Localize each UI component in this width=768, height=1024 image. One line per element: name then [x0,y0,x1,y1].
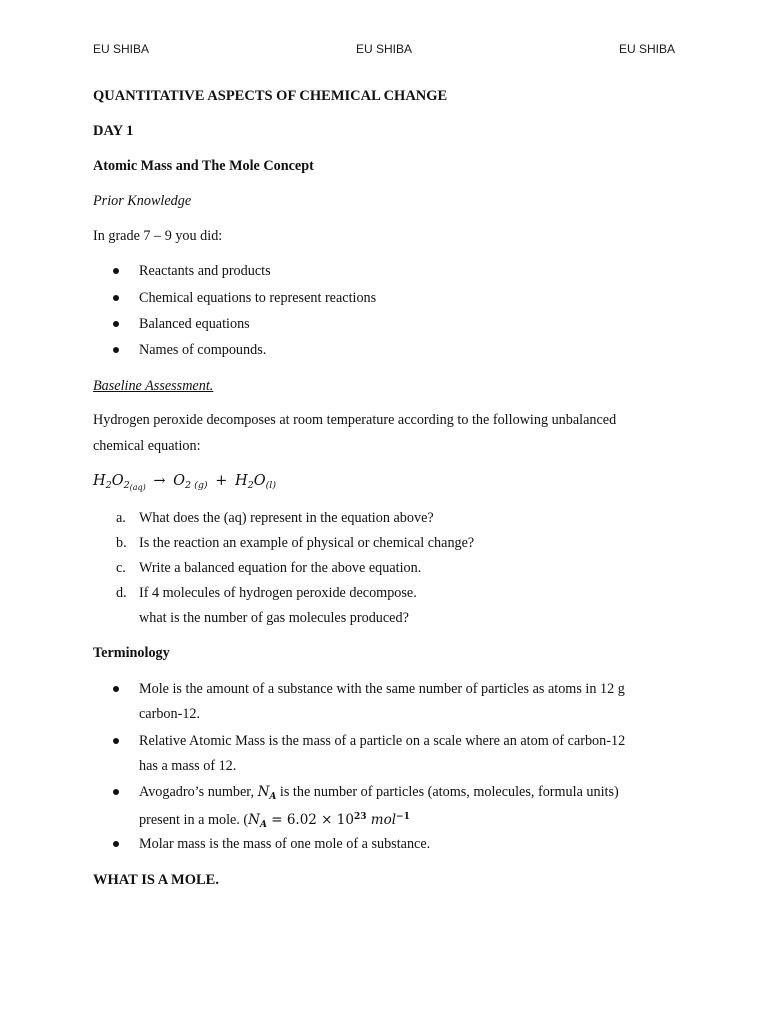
page-header [93,42,675,60]
eq-subscript: 2 [247,480,254,491]
math-unit: mol [366,812,397,828]
term-text: Mole is the amount of a substance with the same number of particles as atoms in 12 g [139,681,625,697]
bullet-dot [113,347,119,353]
math-symbol: N [257,784,270,800]
eq-symbol: H [93,473,106,489]
grade-intro: In grade 7 – 9 you did: [93,228,223,244]
question-letter: c. [116,560,126,576]
reaction-arrow: → [153,473,166,489]
eq-symbol: O [253,473,266,489]
term-text: Relative Atomic Mass is the mass of a particle on a scale where an atom of carbon-12 [139,733,626,749]
math-exponent: −1 [396,812,410,822]
question-text: What does the (aq) represent in the equation above? [139,510,434,526]
prior-item: Reactants and products [139,263,271,279]
term-text: has a mass of 12. [139,758,237,774]
math-exponent: 23 [353,812,367,822]
header-right: EU SHIBA [618,42,675,56]
term-prefix: present in a mole. ( [139,812,249,828]
document-title: QUANTITATIVE ASPECTS OF CHEMICAL CHANGE [93,88,448,104]
question-text: Write a balanced equation for the above equation. [139,560,422,576]
eq-state: (aq) [129,483,146,492]
prior-item: Names of compounds. [139,342,267,358]
math-value: = 6.02 × 10 [266,812,354,828]
math-symbol: N [248,812,260,828]
final-heading: WHAT IS A MOLE. [93,872,219,888]
math-subscript: A [259,820,267,830]
term-text: Molar mass is the mass of one mole of a substance. [139,836,431,852]
term-text: carbon-12. [139,706,201,722]
bullet-dot [113,268,119,274]
question-text: If 4 molecules of hydrogen peroxide decompose. [139,585,417,601]
question-continuation: what is the number of gas molecules produced? [139,610,409,626]
bullet-dot [113,789,119,795]
question-letter: b. [116,535,127,551]
eq-subscript: 2 [185,480,192,491]
eq-subscript: 2 [105,480,112,491]
term-suffix: is the number of particles (atoms, molecules, formula units) [276,784,619,800]
baseline-heading: Baseline Assessment. [93,378,214,394]
eq-state: (l) [265,480,277,491]
bullet-dot [113,321,119,327]
plus-sign: + [215,473,228,489]
chemical-equation [93,473,276,492]
term-prefix: Avogadro’s number, [139,784,258,800]
eq-subscript: 2 [123,480,130,491]
section-heading: Atomic Mass and The Mole Concept [93,158,314,174]
header-left: EU SHIBA [93,42,150,56]
bullet-dot [113,841,119,847]
prior-item: Chemical equations to represent reactions [139,290,377,306]
eq-symbol: O [111,473,124,489]
bullet-dot [113,295,119,301]
bullet-dot [113,738,119,744]
eq-symbol: O [173,473,186,489]
question-text: Is the reaction an example of physical or chemical change? [139,535,475,551]
term-text [139,783,619,806]
question-letter: a. [116,510,126,526]
header-center: EU SHIBA [355,42,412,56]
term-text [139,808,410,834]
eq-symbol: H [235,473,248,489]
bullet-dot [113,686,119,692]
prior-item: Balanced equations [139,316,250,332]
day-heading: DAY 1 [93,123,134,139]
question-letter: d. [116,585,127,601]
eq-state: (g) [194,480,208,491]
baseline-text: Hydrogen peroxide decomposes at room temperature according to the following unbalanced [93,412,617,428]
terminology-heading: Terminology [93,645,170,661]
baseline-text: chemical equation: [93,438,201,454]
prior-knowledge-label: Prior Knowledge [93,193,192,209]
math-subscript: A [269,792,277,802]
